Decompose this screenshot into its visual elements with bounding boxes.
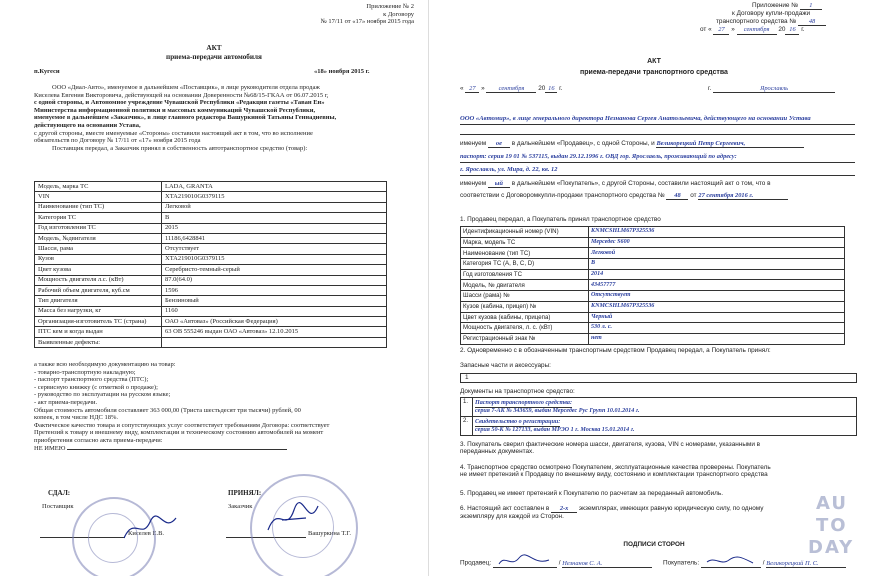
table-row [461, 237, 845, 248]
appendix-year-suffix: г. [801, 26, 805, 34]
table-row [35, 306, 387, 316]
table-row [35, 233, 387, 243]
appendix-block: Приложение № 1 к Договору купли-продажи транспортного средства № 48 от « 27 » сентября 20 16 г. [700, 2, 826, 35]
clause-5: 5. Продавец не имеет претензий к Покупателю по расчетам за переданный автомобиль. [460, 490, 723, 497]
city: п.Кугеси [34, 68, 60, 75]
cost-line: Общая стоимость автомобиля составляет 363 000,00 (Триста шестьдесят три тысячи) рублей, 00 [34, 406, 301, 414]
doc-item: - товарно-транспортную накладную; [34, 368, 136, 376]
field-value: В [589, 259, 845, 270]
doc-number: 2. [461, 417, 473, 436]
text-line: ООО «Диал-Авто», именуемое в дальнейшем «Поставщик», в лице руководителя отдела продаж [52, 84, 320, 91]
field-value: Черный [589, 312, 845, 323]
field-value: Мерседес S600 [589, 237, 845, 248]
field-value: XTA219010G0379115 [162, 192, 387, 202]
docs-label: Документы на транспортное средство: [460, 388, 575, 395]
field-value: 11186,6428841 [162, 233, 387, 243]
text-part: экземплярах, имеющих равную юридическую силу, по одному [578, 505, 764, 512]
field-label: Шасси (рама) № [461, 291, 589, 302]
text-part: 6. Настоящий акт составлен в [460, 505, 550, 512]
fact-line: Фактическое качество товара и сопутствующих услуг соответствует требованиям Договора: соответствует [34, 421, 330, 429]
contract-ref-date: 27 сентября 2016 г. [698, 192, 788, 200]
docs-table [460, 397, 857, 436]
field-value: Серебристо-темный-серый [162, 265, 387, 275]
buyer-signature-line [701, 559, 761, 568]
table-row [35, 327, 387, 337]
seller-signature-line [493, 559, 557, 568]
field-value: 63 ОВ 555246 выдан ОАО «Автоваз» 12.10.2015 [162, 327, 387, 337]
field-value: KNMCSHLM67P325536 [589, 227, 845, 238]
field-label: Наименование (тип ТС) [461, 248, 589, 259]
date-month: сентября [486, 85, 536, 93]
appendix-line: Приложение № 2 [366, 3, 414, 10]
field-label: Регистрационный знак № [461, 333, 589, 344]
appendix-block [214, 3, 414, 26]
text-line: действующего на основании Устава, [34, 121, 141, 129]
field-value: Легковой [589, 248, 845, 259]
clause-1: 1. Продавец передал, а Покупатель принял транспортное средство [460, 216, 661, 223]
act-date: «18» ноября 2015 г. [314, 68, 370, 75]
fact-line: приобретения согласно акта приема-передачи: [34, 436, 163, 444]
field-label: Цвет кузова (кабины, прицепа) [461, 312, 589, 323]
text-line: с одной стороны, и Автономное учреждение Чувашской Республики «Редакция газеты «Таван Ен» [34, 99, 325, 107]
text-line: Киселева Евгения Викторовича, действующей на основании Доверенности №68/15-ГКАА от 06.07.2015 г, [34, 91, 329, 99]
field-label: Модель, №двигателя [35, 233, 162, 243]
cost-line: копеек, в том числе НДС 18%. [34, 414, 119, 422]
doc-cell [473, 398, 857, 417]
field-value: LADA, GRANTA [162, 182, 387, 192]
table-row [35, 275, 387, 285]
contract-ref-line [460, 192, 788, 200]
seller-name: Незнанов С. А. [562, 560, 652, 568]
table-row [35, 254, 387, 264]
field-label: Наименование (тип ТС) [35, 202, 162, 212]
date-day: 27 [465, 85, 479, 93]
contract-ref-number: 48 [666, 192, 688, 200]
city-line [708, 85, 835, 93]
appendix-month: сентября [737, 26, 777, 34]
text-line: Поставщик передал, а Заказчик принял в собственность автотранспортное средство (товар): [52, 144, 308, 152]
contract-ref-from: от [690, 192, 697, 199]
doc-details: серия 50-К № 127133, выдан МРЭО 1 г. Москва 15.01.2014 г. [475, 427, 635, 433]
text-line: именуемое в дальнейшем «Заказчик», в лице главного редактора Вашуркиной Татьяны Геннадиевны, [34, 114, 337, 122]
table-row [35, 285, 387, 295]
accepted-role: Заказчик [228, 503, 253, 510]
clause-3 [460, 441, 760, 456]
field-value: 530 л. с. [589, 323, 845, 334]
doc-item: - акт приема-передачи. [34, 398, 98, 406]
left-document [0, 0, 429, 576]
table-row [35, 182, 387, 192]
field-value: KNMCSHLM67P325536 [589, 301, 845, 312]
field-label: Год изготовления ТС [35, 223, 162, 233]
field-label: Мощность двигателя, л. с. (кВт) [461, 323, 589, 334]
table-row [35, 317, 387, 327]
appendix-line: к Договору [383, 10, 414, 18]
buyer-signature [705, 554, 757, 568]
field-value [162, 337, 387, 347]
seller-label: Продавец: [460, 559, 492, 567]
table-row [35, 244, 387, 254]
appendix-day: 27 [713, 26, 729, 34]
table-row [461, 227, 845, 238]
field-label: Шасси, рама [35, 244, 162, 254]
act-title: АКТ [647, 58, 661, 65]
text-line: 4. Транспортное средство осмотрено Покупателем, эксплуатационные качества проверены. Покупатель [460, 464, 771, 471]
table-row [35, 223, 387, 233]
seller-signature [497, 554, 553, 568]
field-label: Масса без нагрузки, кг [35, 306, 162, 316]
intro-paragraph [34, 84, 336, 152]
text-line: экземпляру для каждой из Сторон. [460, 513, 564, 521]
watermark-logo-line1: AU [816, 493, 848, 514]
fact-line: Претензий к товару и внешнему виду, комплектации и техническому состоянию автомобилей на момент [34, 429, 324, 437]
named-text: в дальнейшем «Продавец», с одной Стороны, и [511, 140, 655, 147]
named-text: в дальнейшем «Покупатель», с другой Стороны, составили настоящий акт о том, что в [511, 180, 771, 187]
field-label: VIN [35, 192, 162, 202]
act-subtitle: приема-передачи автомобиля [166, 53, 262, 61]
field-label: ПТС кем и когда выдан [35, 327, 162, 337]
clause-4 [460, 464, 771, 479]
field-value: Бензиновый [162, 296, 387, 306]
vehicle-table [460, 226, 845, 345]
clause-6 [460, 505, 763, 521]
buyer-name: Великорецкий Петр Сергеевич, [656, 140, 804, 148]
date-year: 16 [545, 85, 557, 93]
table-row [35, 337, 387, 347]
field-value: Отсутствует [162, 244, 387, 254]
appendix-contract-number: 48 [798, 18, 826, 26]
accepted-name: Вашуркина Т.Г. [308, 530, 351, 537]
field-label: Идентификационный номер (VIN) [461, 227, 589, 238]
appendix-from: от [700, 26, 707, 34]
field-label: Категория ТС (A, B, C, D) [461, 259, 589, 270]
text-line: Министерства информационной политики и массовых коммуникаций Чувашской Республики, [34, 106, 316, 114]
watermark-logo-line2: TO [816, 515, 848, 536]
table-row [461, 333, 845, 344]
buyer-passport: паспорт: серия 19 01 № 537115, выдан 29.12.1996 г. ОВД гор. Ярославль, проживающий по адресу: [460, 153, 737, 160]
table-row [35, 192, 387, 202]
doc-title: Паспорт транспортного средства: [475, 400, 572, 408]
table-row [461, 312, 845, 323]
signatures-title: ПОДПИСИ СТОРОН [623, 541, 685, 548]
city: Ярославль [713, 85, 835, 93]
field-label: Тип двигателя [35, 296, 162, 306]
table-row [35, 296, 387, 306]
field-label: Выявленные дефекты: [35, 337, 162, 347]
appendix-line: № 17/11 от «17» ноября 2015 года [320, 18, 414, 26]
accepted-label: ПРИНЯЛ: [228, 489, 262, 497]
field-label: Цвет кузова [35, 265, 162, 275]
field-value: XTA219010G0379115 [162, 254, 387, 264]
copies-count: 2-х [551, 505, 577, 513]
field-value: 43457777 [589, 280, 845, 291]
field-label: Организация-изготовитель ТС (страна) [35, 317, 162, 327]
buyer-label: Покупатель: [663, 559, 700, 567]
contract-ref-text: соответствии с Договоромкупли-продажи транспортного средства № [460, 192, 665, 199]
spare-parts-label: Запасные части и аксессуары: [460, 362, 551, 369]
doc-row [461, 398, 857, 417]
field-label: Год изготовления ТС [461, 269, 589, 280]
text-line: а также всю необходимую документацию на товар: [34, 361, 176, 368]
appendix-label: Приложение № [752, 2, 799, 9]
field-value: 2015 [162, 223, 387, 233]
table-row [35, 213, 387, 223]
right-document [438, 0, 870, 576]
field-value: 1596 [162, 285, 387, 295]
doc-title: Свидетельство о регистрации: [475, 419, 560, 427]
field-label: Марка, модель ТС [461, 237, 589, 248]
text-line: не имеет претензий к Продавцу по внешнему виду, состоянию и комплектации транспортного средства [460, 471, 768, 479]
field-label: Кузов [35, 254, 162, 264]
act-date [460, 85, 562, 93]
date-century: 20 [538, 85, 546, 92]
table-row [461, 323, 845, 334]
field-value: ОАО «Автоваз» (Российская Федерация) [162, 317, 387, 327]
named-label: именуем [460, 140, 487, 147]
field-value: В [162, 213, 387, 223]
field-value: 1160 [162, 306, 387, 316]
doc-item: - руководство по эксплуатации на русском языке; [34, 391, 171, 399]
table-row [461, 259, 845, 270]
doc-cell [473, 417, 857, 436]
city-prefix: г. [708, 85, 712, 92]
act-title: АКТ [206, 44, 222, 52]
field-value: нет [589, 333, 845, 344]
field-label: Кузов (кабина, прицеп) № [461, 301, 589, 312]
text-line: с другой стороны, вместе именуемые «Стороны» составили настоящий акт в том, что во исполнение [34, 129, 313, 137]
doc-details: серия 7-АК № 343659, выдан Мерседес Рус Групп 10.01.2014 г. [475, 408, 640, 414]
field-value: Легковой [162, 202, 387, 212]
appendix-century: 20 [778, 26, 786, 34]
doc-row [461, 417, 857, 436]
doc-item: - паспорт транспортного средства (ПТС); [34, 376, 149, 384]
handed-name: Киселев Е.В. [128, 530, 165, 537]
text-line: переданных документах. [460, 448, 535, 456]
table-row [461, 269, 845, 280]
handed-role: Поставщик [42, 503, 74, 510]
field-label: Рабочий объем двигателя, куб.см [35, 285, 162, 295]
field-value: 2014 [589, 269, 845, 280]
table-row [461, 291, 845, 302]
appendix-line: транспортного средства № [716, 17, 797, 25]
none-claims: НЕ ИМЕЮ [34, 444, 66, 452]
text-line: обязательств по Договору № 17/11 от «17» ноября 2015 года [34, 137, 201, 145]
seller-org: ООО «Автомир», в лице генерального директора Незнанова Сергея Анатольевича, действующего на основании Устава [460, 115, 811, 122]
doc-number: 1. [461, 398, 473, 417]
watermark-logo-line3: DAY [808, 537, 855, 558]
appendix-year: 16 [785, 26, 799, 34]
spare-parts-box [460, 373, 857, 383]
field-label: Модель, № двигателя [461, 280, 589, 291]
named-buyer-line [460, 180, 770, 188]
table-row [461, 301, 845, 312]
buyer-sign-line: Покупатель: / Великорецкий П. С. [663, 559, 846, 568]
table-row [461, 248, 845, 259]
spare-parts-value: 1 [465, 374, 469, 381]
named-suffix: ое [488, 140, 510, 148]
docs-block [34, 361, 329, 452]
table-row [461, 280, 845, 291]
field-label: Мощность двигателя л.с. (кВт) [35, 275, 162, 285]
buyer-name: Великорецкий П. С. [766, 560, 846, 568]
date-year-suffix: г. [559, 85, 563, 92]
appendix-line: к Договору купли-продажи [732, 10, 811, 18]
field-label: Категория ТС [35, 213, 162, 223]
named-suffix: ый [488, 180, 510, 188]
buyer-signature [262, 500, 322, 540]
date-quote-close: » [481, 85, 485, 92]
field-value: Отсутствует [589, 291, 845, 302]
field-label: Модель, марка ТС [35, 182, 162, 192]
seller-signature [120, 510, 180, 544]
table-row [35, 265, 387, 275]
named-seller-line [460, 140, 804, 148]
field-value: 87.0(64.0) [162, 275, 387, 285]
seller-sign-line: Продавец: / Незнанов С. А. [460, 559, 652, 568]
table-row [35, 202, 387, 212]
named-label: именуем [460, 180, 487, 187]
doc-item: - сервисную книжку (с отметкой о продаже); [34, 383, 158, 391]
text-line: 3. Покупатель сверил фактические номера шасси, двигателя, кузова, VIN с номерами, указанными в [460, 441, 761, 448]
appendix-number: 1 [800, 2, 822, 10]
clause-2: 2. Одновременно с в обозначенным транспортным средством Продавец передал, а Покупатель принял: [460, 347, 771, 354]
buyer-address: г. Ярославль, ул. Мира, д. 22, кв. 12 [460, 166, 558, 173]
date-quote-open: « [460, 85, 464, 92]
act-subtitle: приема-передачи транспортного средства [580, 69, 728, 76]
handed-label: СДАЛ: [48, 489, 71, 497]
vehicle-table [34, 181, 387, 348]
